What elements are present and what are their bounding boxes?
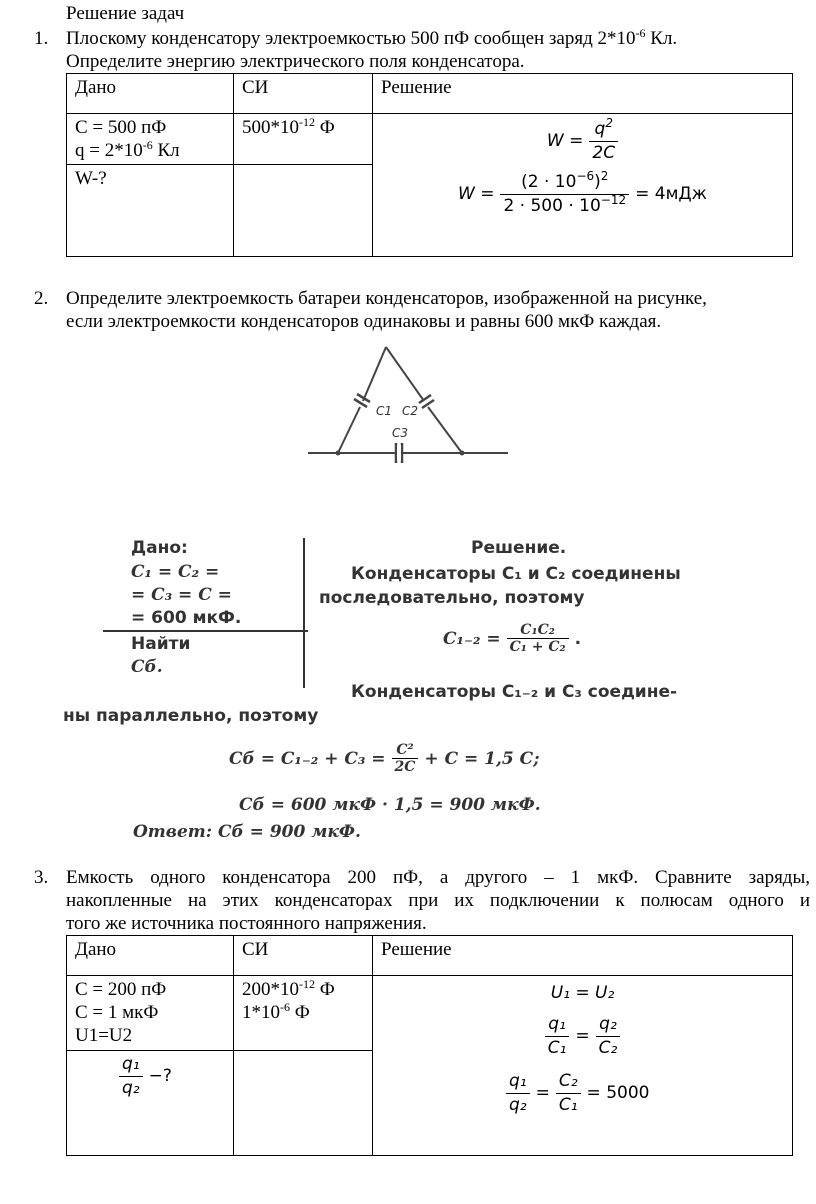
task1-given-charge-a: q = 2*10 (75, 140, 143, 161)
task2-text-line2: если электроемкости конденсаторов одинаковы и равны 600 мкФ каждая. (66, 311, 662, 332)
task2-text-line1: Определите электроемкость батареи конденсаторов, изображенной на рисунке, (66, 288, 707, 309)
task3-si-empty (234, 1051, 373, 1156)
task1-si-cell (234, 114, 373, 165)
f2-rhs: = 4мДж (635, 184, 707, 204)
f1-den: 2C (589, 141, 618, 165)
task3-header-solution: Решение (373, 936, 793, 976)
task1-text (66, 27, 786, 73)
task2-text (66, 287, 796, 333)
label-c2: C2 (402, 404, 419, 418)
task3-text-line1: Емкость одного конденсатора 200 пФ, а другого – 1 мкФ. Сравните заряды, (66, 867, 810, 888)
task3-eq3: $\frac{\text{q₁}}{\text{q₂}}$ = $\frac{\text{C₂}}{\text{C₁}}$ = 5000 (381, 1070, 784, 1117)
task1-given-charge (75, 139, 225, 162)
scan-sol2: последовательно, поэтому (319, 588, 585, 608)
label-c3: C3 (392, 426, 409, 440)
f2-num-exp: −6 (576, 169, 595, 183)
task3-text-line2: накопленные на этих конденсаторах при их подключении к полюсам одного и (66, 890, 810, 911)
task3-text (66, 866, 810, 935)
task1-table (66, 73, 793, 257)
task1-si-b: Ф (315, 117, 335, 138)
task3-find-cell (67, 1051, 234, 1156)
f2-num-exp2: 2 (600, 169, 609, 183)
task3-table (66, 935, 793, 1156)
scan-solution-title: Решение. (471, 538, 567, 558)
scan-given-title: Дано: (131, 538, 188, 558)
scan-find: Cб. (131, 657, 163, 677)
task3-text-line3: того же источника постоянного напряжения. (66, 913, 427, 934)
scan-given3: = 600 мкФ. (131, 608, 242, 628)
task3-header-given: Дано (67, 936, 234, 976)
task1-given-charge-b: Кл (152, 140, 180, 161)
task2-number: 2. (34, 288, 49, 309)
task3-find-frac: $\frac{\text{q₁}}{\text{q₂}}$ (119, 1053, 143, 1100)
scan-eq2-frac (392, 742, 419, 775)
task3-si1: $200*10^{-12}$ Ф (242, 977, 335, 1000)
task3-solution-cell (373, 976, 793, 1156)
task1-number: 1. (34, 28, 49, 49)
scan-given1: C₁ = C₂ = (131, 562, 220, 582)
scan-answer: Ответ: Cб = 900 мкФ. (133, 822, 361, 842)
task1-text-line1: Плоскому конденсатору электроемкостью 500 пФ сообщен заряд 2*10 (66, 28, 636, 49)
task1-given-capacitance: C = 500 пФ (75, 117, 167, 138)
scan-sol4: ны параллельно, поэтому (63, 706, 319, 726)
task2-scanned-solution (63, 530, 803, 850)
task1-given-charge-exp: -6 (142, 138, 153, 152)
scan-eq2-lhs: Cб = C₁₋₂ + C₃ = (229, 748, 386, 769)
task1-solution-cell (373, 114, 793, 257)
scan-eq2 (229, 742, 539, 775)
scan-divider-h (103, 630, 308, 632)
scan-eq2-den: 2C (392, 758, 419, 775)
task1-si-empty (234, 165, 373, 257)
task3-given-cell (67, 976, 234, 1051)
scan-sol1: Конденсаторы C₁ и C₂ соединены (351, 564, 681, 584)
task1-text-line2: Определите энергию электрического поля конденсатора. (66, 51, 525, 72)
f2-den-exp: −12 (600, 193, 627, 207)
task3-find-tail: −? (148, 1066, 172, 1086)
task3-header-si: СИ (234, 936, 373, 976)
scan-eq2-num: C² (396, 742, 414, 758)
scan-eq1-den: C₁ + C₂ (507, 638, 569, 655)
task3-number: 3. (34, 867, 49, 888)
f2-fraction (500, 171, 629, 218)
f1-lhs: W = (546, 131, 584, 151)
task3-eq2: $\frac{\text{q₁}}{\text{C₁}}$ = $\frac{\text{q₂}}{\text{C₂}}$ (381, 1013, 784, 1060)
scan-eq1-frac (507, 622, 569, 655)
f2-lhs: W = (457, 184, 495, 204)
task1-header-si: СИ (234, 74, 373, 114)
task1-find-cell: W-? (67, 165, 234, 257)
scan-eq3: Cб = 600 мкФ · 1,5 = 900 мкФ. (239, 795, 541, 815)
task3-eq1: U₁ = U₂ (550, 983, 615, 1003)
scan-eq1-num: C₁C₂ (520, 622, 555, 638)
task1-header-given: Дано (67, 74, 234, 114)
scan-eq2-rhs: + C = 1,5 C; (424, 748, 540, 769)
capacitor-circuit-figure (300, 335, 520, 470)
task3-given1: C = 200 пФ (75, 979, 167, 1000)
label-c1: C1 (376, 404, 393, 418)
scan-given2: = C₃ = C = (131, 585, 232, 605)
task1-given-cell (67, 114, 234, 165)
task1-exp: -6 (635, 26, 646, 40)
task3-si2: $1*10^{-6}$ Ф (242, 1000, 310, 1023)
task3-given3: U1=U2 (75, 1025, 133, 1046)
task1-si-exp: -12 (299, 115, 315, 129)
f1-num-exp: 2 (605, 116, 613, 130)
scan-divider-v (303, 538, 305, 688)
scan-sol3: Конденсаторы C₁₋₂ и C₃ соедине- (351, 682, 678, 702)
f2-num: (2 · 10 (521, 172, 577, 192)
f1-fraction (589, 118, 618, 165)
f1-num: q (594, 119, 606, 139)
page-title: Решение задач (66, 3, 185, 24)
task1-header-solution: Решение (373, 74, 793, 114)
task1-si-a: 500*10 (242, 117, 299, 138)
task1-formula-calc (381, 171, 784, 218)
task1-text-tail: Кл. (645, 28, 678, 49)
f2-den: 2 · 500 · 10 (503, 196, 601, 216)
task3-given2: C = 1 мкФ (75, 1002, 159, 1023)
task3-si-cell (234, 976, 373, 1051)
scan-find-title: Найти (131, 634, 191, 654)
f2-num-close: ) (594, 172, 601, 192)
task1-formula-energy (381, 118, 784, 165)
scan-eq1: C₁₋₂ = $\frac{\text{C₁C₂}}{\text{C₁ + C₂}}$ . (443, 622, 582, 655)
scan-eq1-lhs: C₁₋₂ = (443, 628, 501, 649)
